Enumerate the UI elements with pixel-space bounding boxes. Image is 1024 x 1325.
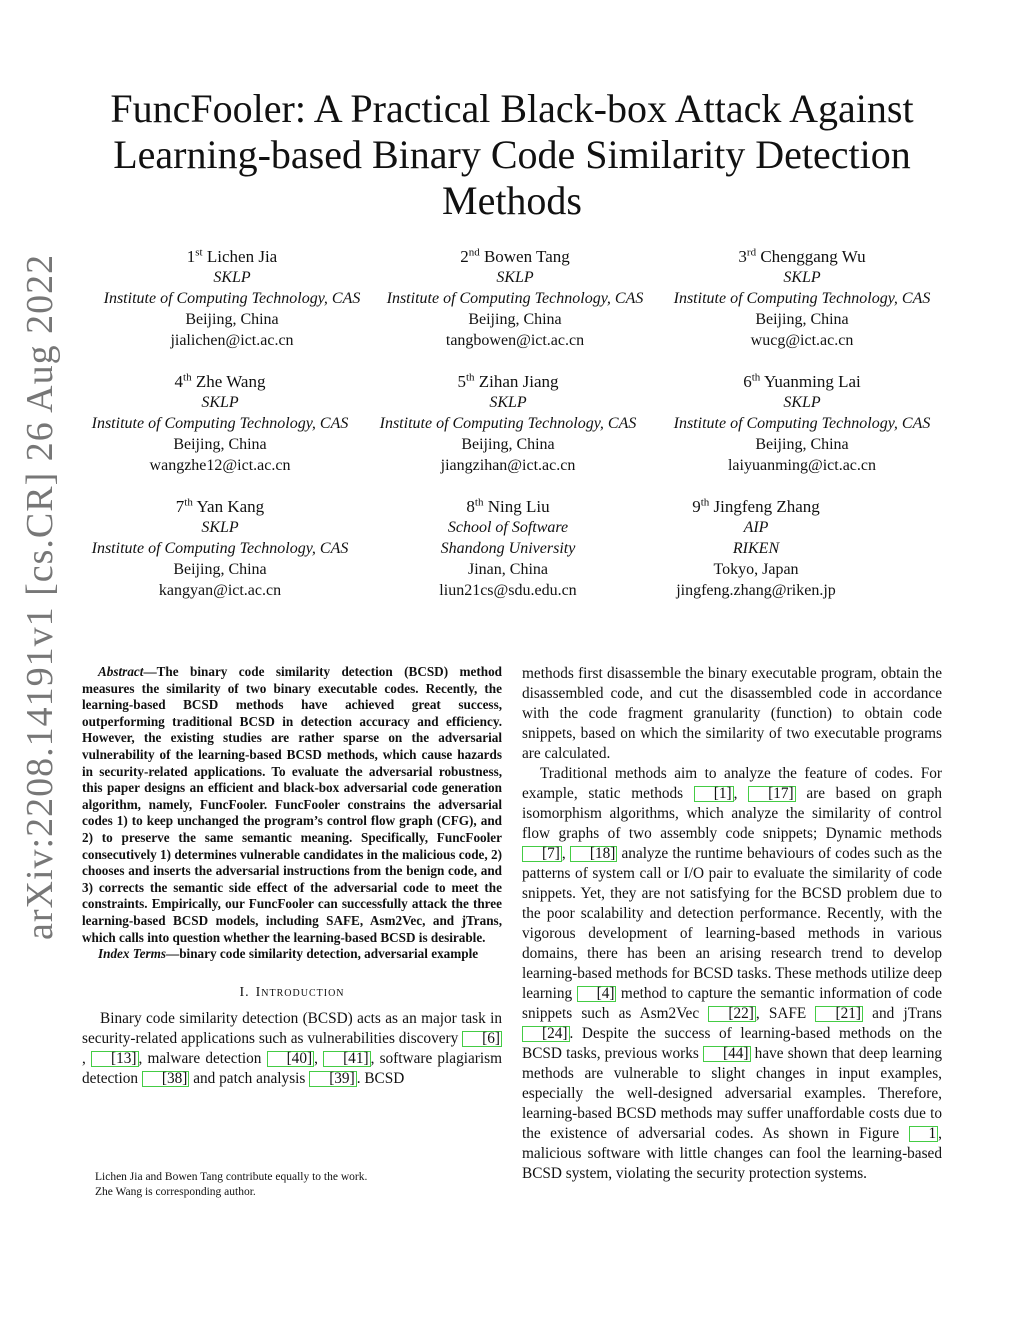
author-email[interactable]: liun21cs@sdu.edu.cn [439,582,577,599]
author-location: Beijing, China [185,311,279,328]
author-row [60,496,964,621]
author-affiliation: AIP [743,519,769,536]
citation-link[interactable]: [39] [309,1071,357,1087]
arxiv-identifier[interactable]: arXiv:2208.14191v1 [cs.CR] 26 Aug 2022 [19,253,61,940]
author-institution: Institute of Computing Technology, CAS [103,290,361,307]
author-affiliation: SKLP [201,519,239,536]
section-title: Introduction [255,984,345,1000]
author-card [365,246,665,351]
citation-link[interactable]: [40] [267,1051,315,1067]
figure-link[interactable]: 1 [909,1126,939,1142]
footnotes [95,1170,495,1200]
author-name: 3rd Chenggang Wu [738,246,866,266]
author-location: Tokyo, Japan [713,561,799,578]
author-affiliation: SKLP [213,269,251,286]
author-email[interactable]: wucg@ict.ac.cn [750,332,854,349]
author-location: Beijing, China [461,436,555,453]
index-terms [82,946,502,963]
author-email[interactable]: tangbowen@ict.ac.cn [445,332,585,349]
author-affiliation: SKLP [496,269,534,286]
abstract [82,664,502,946]
title-line: Methods [442,178,582,223]
author-location: Beijing, China [468,311,562,328]
author-affiliation: SKLP [783,269,821,286]
citation-link[interactable]: [13] [91,1051,139,1067]
author-affiliation: SKLP [783,394,821,411]
author-card [652,246,952,351]
author-location: Jinan, China [468,561,548,578]
left-column [82,664,502,1089]
author-name: 1st Lichen Jia [186,246,278,266]
author-card [358,371,658,476]
author-name: 8th Ning Liu [466,496,550,516]
footnote: Lichen Jia and Bowen Tang contribute equally to the work. [95,1171,368,1183]
intro-paragraph: Traditional methods aim to analyze the feature of codes. For example, static methods [1] , [17] are based on graph isomorphism algorithms, which analyze the similarity of control flow graphs of two assembly code snippets; Dynamic methods [7] , [18] analyze the runtime behaviours of codes such as the patterns of system call or I/O pair to evaluate the similarity of code snippets. Yet, they are not satisfying for the BCSD problem due to the poor scalability and detection performance. Recently, with the vigorous development of learning-based methods in various domains, there has been an arising research trend to develop learning-based methods for BCSD tasks. These methods utilize deep learning [4] method to capture the semantic information of code snippets such as Asm2Vec [22] , SAFE [21] and jTrans [24] . Despite the success of learning-based methods on the BCSD tasks, previous works [44] have shown that deep learning methods are vulnerable to slight changes in input examples, especially the well-designed adversarial examples. Therefore, learning-based BCSD methods may suffer unaffordable costs due to the existence of adversarial codes. As shown in Figure 1 , malicious software with little changes can fool the learning-based BCSD system, violating the security protection systems. [522,765,943,1182]
citation-link[interactable]: [6] [462,1031,502,1047]
author-institution: Institute of Computing Technology, CAS [91,415,349,432]
author-name: 7th Yan Kang [175,496,265,516]
citation-link[interactable]: [18] [570,846,618,862]
title-line: FuncFooler: A Practical Black-box Attack Against [110,86,914,131]
intro-continuation: methods first disassemble the binary executable program, obtain the disassembled code, and cut the disassembled code in accordance with the code fragment granularity (function) to obtain code snippets, based on which the similarity of two executable programs are calculated. [522,665,942,762]
citation-link[interactable]: [38] [142,1071,190,1087]
author-email[interactable]: jialichen@ict.ac.cn [170,332,294,349]
footnote: Zhe Wang is corresponding author. [95,1186,256,1198]
author-card [652,371,952,476]
author-name: 2nd Bowen Tang [460,246,570,266]
author-card [70,371,370,476]
author-email[interactable]: jiangzihan@ict.ac.cn [440,457,576,474]
author-institution: Institute of Computing Technology, CAS [386,290,644,307]
index-terms-text: —binary code similarity detection, adversarial example [166,946,479,962]
abstract-text: —The binary code similarity detection (BCSD) method measures the similarity of two binary executable codes. Recently, the learning-based BCSD methods have achieved great success, outperforming traditional BCSD in detection accuracy and efficiency. However, the existing studies are rather sparse on the adversarial vulnerability of the learning-based BCSD methods, which cause hazards in security-related applications. To evaluate the adversarial robustness, this paper designs an efficient and black-box adversarial code generation algorithm, namely, FuncFooler. FuncFooler constrains the adversarial codes 1) to keep unchanged the program’s control flow graph (CFG), and 2) to preserve the same semantic meaning. Specifically, FuncFooler consecutively 1) determines vulnerable candidates in the malicious code, 2) chooses and inserts the adversarial instructions from the benign code, and 3) corrects the semantic side effect of the adversarial code to meet the constraints. Empirically, our FuncFooler can successfully attack the three learning-based BCSD models, including SAFE, Asm2Vec, and jTrans, which calls into question whether the learning-based BCSD is desirable. [82,664,502,945]
author-affiliation: SKLP [489,394,527,411]
author-row [60,371,964,496]
abstract-lead: Abstract [98,664,144,679]
citation-link[interactable]: [41] [323,1051,371,1067]
author-block [60,246,964,621]
author-location: Beijing, China [755,436,849,453]
author-email[interactable]: jingfeng.zhang@riken.jp [676,582,836,599]
author-name: 4th Zhe Wang [174,371,266,391]
citation-link[interactable]: [4] [577,986,617,1002]
author-institution: Institute of Computing Technology, CAS [673,290,931,307]
author-email[interactable]: kangyan@ict.ac.cn [158,582,282,599]
author-name: 6th Yuanming Lai [743,371,861,391]
author-row [60,246,964,371]
author-affiliation: SKLP [201,394,239,411]
citation-link[interactable]: [1] [694,786,734,802]
citation-link[interactable]: [7] [522,846,562,862]
right-column [522,664,942,1184]
paper-title [60,86,964,224]
section-number: I. [239,984,250,1000]
author-card [606,496,906,601]
title-line: Learning-based Binary Code Similarity Detection [113,132,911,177]
author-institution: Institute of Computing Technology, CAS [673,415,931,432]
citation-link[interactable]: [44] [703,1046,751,1062]
citation-link[interactable]: [21] [815,1006,863,1022]
author-institution: Shandong University [440,540,576,557]
section-heading [82,985,502,1001]
author-institution: Institute of Computing Technology, CAS [379,415,637,432]
citation-link[interactable]: [22] [708,1006,756,1022]
author-name: 9th Jingfeng Zhang [692,496,820,516]
author-card [70,496,370,601]
author-affiliation: School of Software [447,519,569,536]
author-institution: Institute of Computing Technology, CAS [91,540,349,557]
intro-paragraph: Binary code similarity detection (BCSD) acts as an major task in security-related applications such as vulnerabilities discovery [6], [13] , malware detection [40] , [41] , software plagiarism detection [38] and patch analysis [39] . BCSD [82,1009,502,1087]
author-location: Beijing, China [173,561,267,578]
author-email[interactable]: laiyuanming@ict.ac.cn [727,457,876,474]
author-institution: RIKEN [732,540,780,557]
citation-link[interactable]: [24] [522,1026,570,1042]
author-email[interactable]: wangzhe12@ict.ac.cn [149,457,291,474]
index-terms-lead: Index Terms [98,946,167,962]
author-card [82,246,382,351]
author-location: Beijing, China [173,436,267,453]
citation-link[interactable]: [17] [748,786,796,802]
author-location: Beijing, China [755,311,849,328]
author-name: 5th Zihan Jiang [457,371,559,391]
